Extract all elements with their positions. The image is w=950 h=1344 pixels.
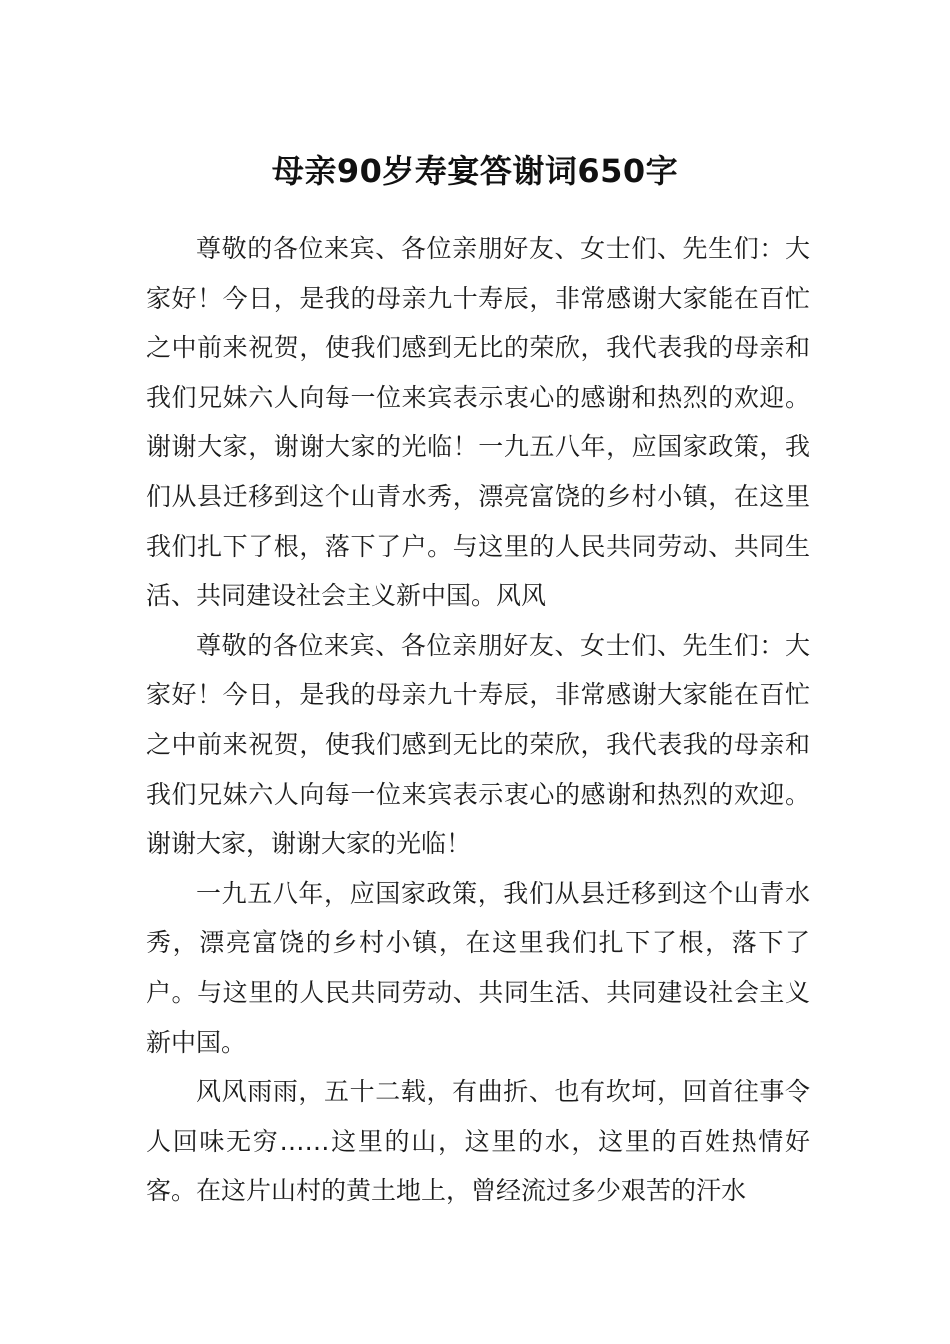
paragraph-1: 尊敬的各位来宾、各位亲朋好友、女士们、先生们：大家好！今日，是我的母亲九十寿辰，非常感谢大家能在百忙之中前来祝贺，使我们感到无比的荣欣，我代表我的母亲和我们兄妹六人向每一位来宾表示衷心的感谢和热烈的欢迎。谢谢大家，谢谢大家的光临！一九五八年，应国家政策，我们从县迁移到这个山青水秀，漂亮富饶的乡村小镇，在这里我们扎下了根，落下了户。与这里的人民共同劳动、共同生活、共同建设社会主义新中国。风风: [146, 234, 810, 611]
document-title: 母亲90岁寿宴答谢词650字: [271, 152, 679, 191]
paragraph-3: 一九五八年，应国家政策，我们从县迁移到这个山青水秀，漂亮富饶的乡村小镇，在这里我们扎下了根，落下了户。与这里的人民共同劳动、共同生活、共同建设社会主义新中国。: [146, 878, 810, 1057]
document-body: [146, 224, 810, 1216]
paragraph-2: 尊敬的各位来宾、各位亲朋好友、女士们、先生们：大家好！今日，是我的母亲九十寿辰，非常感谢大家能在百忙之中前来祝贺，使我们感到无比的荣欣，我代表我的母亲和我们兄妹六人向每一位来宾表示衷心的感谢和热烈的欢迎。谢谢大家，谢谢大家的光临！: [146, 630, 810, 859]
paragraph-4: 风风雨雨，五十二载，有曲折、也有坎坷，回首往事令人回味无穷……这里的山，这里的水，这里的百姓热情好客。在这片山村的黄土地上，曾经流过多少艰苦的汗水: [146, 1077, 810, 1206]
